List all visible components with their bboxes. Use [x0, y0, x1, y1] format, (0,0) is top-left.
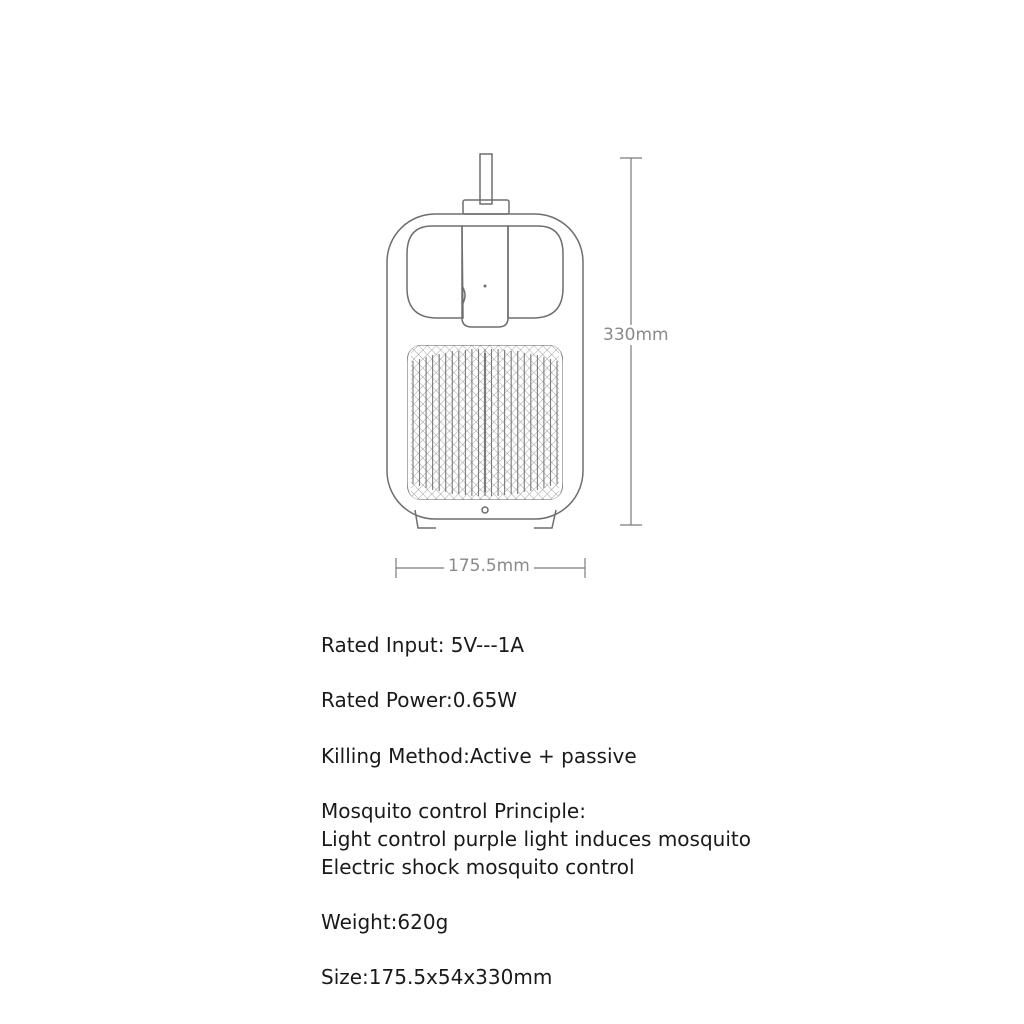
grille-mesh-line: [411, 509, 559, 600]
weight-spec: Weight:620g: [321, 910, 449, 934]
grille-mesh-line: [411, 500, 559, 600]
size-spec: Size:175.5x54x330mm: [321, 965, 553, 989]
grille-mesh-line: [411, 509, 559, 600]
grille-mesh-line: [411, 185, 559, 335]
center-column: [462, 226, 508, 327]
top-knob: [463, 200, 509, 214]
grille-mesh-line: [411, 194, 559, 344]
center-indicator-icon: [484, 285, 487, 288]
principle-line-1: Light control purple light induces mosquito: [321, 827, 751, 851]
principle-title: Mosquito control Principle:: [321, 799, 586, 823]
rated-input-spec: Rated Input: 5V---1A: [321, 633, 525, 657]
killing-method-spec: Killing Method:Active + passive: [321, 744, 637, 768]
rated-power-spec: Rated Power:0.65W: [321, 688, 518, 712]
grille-mesh-line: [411, 185, 559, 335]
handle-opening: [407, 226, 463, 318]
mesh-grille: [407, 185, 563, 600]
hanging-cord: [480, 154, 492, 204]
width-dimension-label: 175.5mm: [444, 556, 534, 576]
grille-mesh-line: [411, 194, 559, 344]
principle-line-2: Electric shock mosquito control: [321, 855, 635, 879]
grille-mesh-line: [411, 500, 559, 600]
bottom-led-icon: [482, 507, 488, 513]
height-dimension-label: 330mm: [603, 325, 669, 345]
handle-opening-right: [508, 226, 563, 318]
